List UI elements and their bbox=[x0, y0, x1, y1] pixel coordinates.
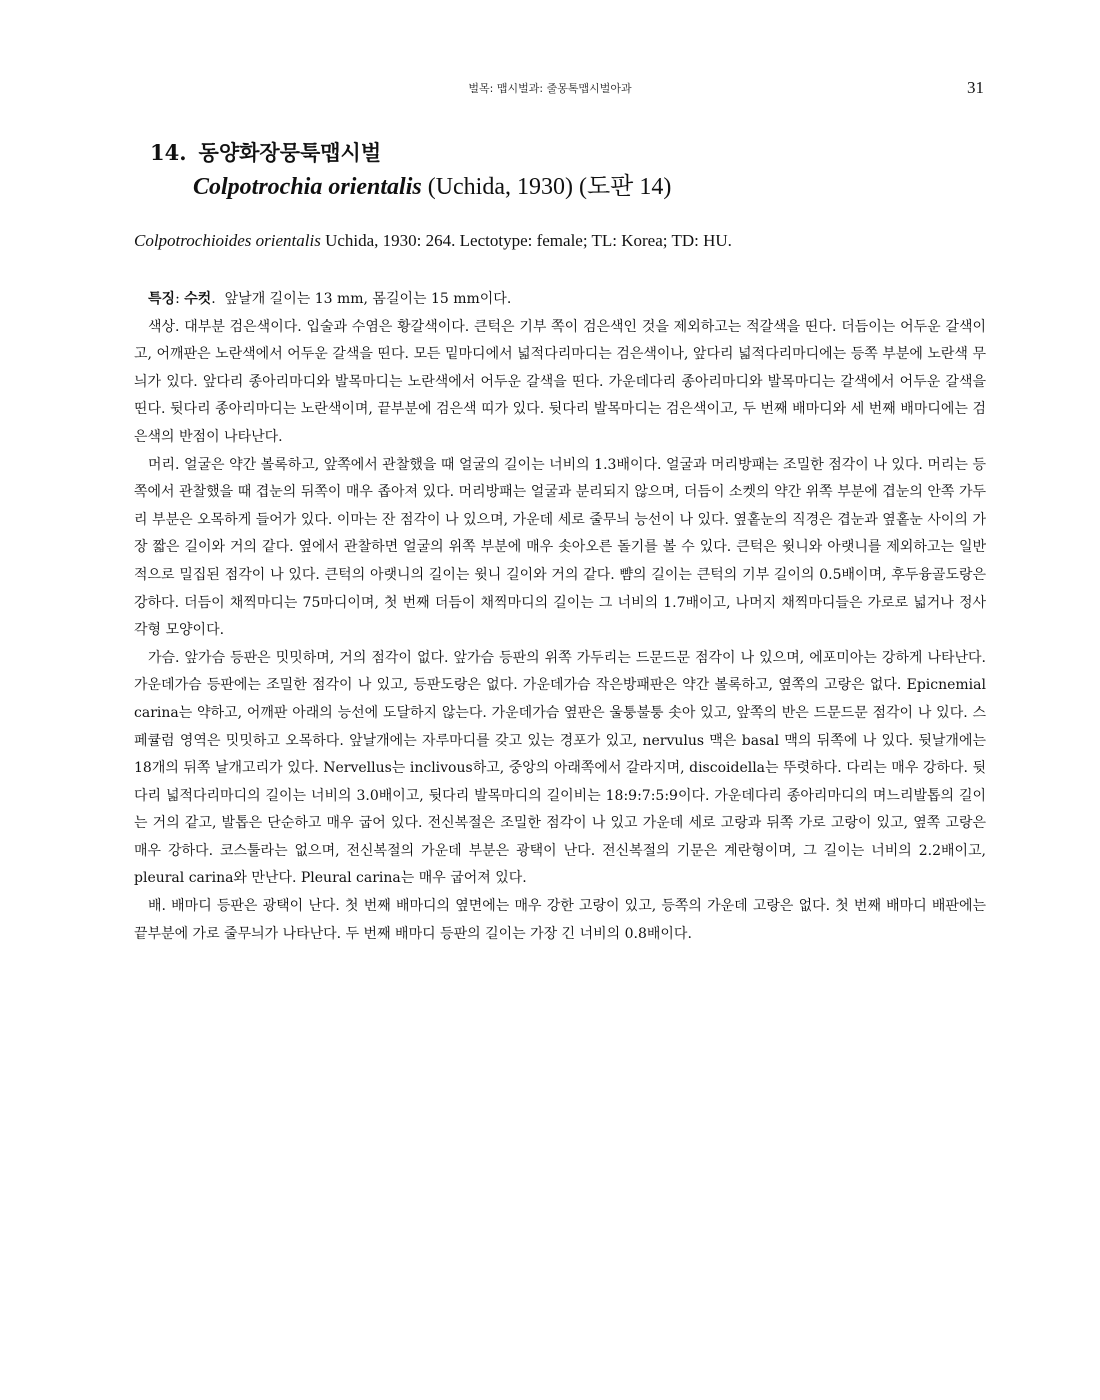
author-year: (Uchida, 1930) bbox=[427, 174, 573, 200]
abdomen-paragraph: 배. 배마디 등판은 광택이 난다. 첫 번째 배마디의 옆면에는 매우 강한 고랑이 있고, 등쪽의 가운데 고랑은 없다. 첫 번째 배마디 배판에는 끝부분에 가로 줄무늬가 나타난다. 두 번째 배마디 등판의 길이는 가장 긴 너비의 0.8배이다. bbox=[134, 898, 986, 942]
korean-name: 동양화장뭉툭맵시벌 bbox=[198, 140, 382, 165]
plate-reference: (도판 14) bbox=[579, 174, 672, 200]
species-heading-korean bbox=[150, 136, 990, 170]
thorax-paragraph: 가슴. 앞가슴 등판은 밋밋하며, 거의 점각이 없다. 앞가슴 등판의 위쪽 가두리는 드문드문 점각이 나 있으며, 에포미아는 강하게 나타난다. 가운데가슴 등판에는 조밀한 점각이 나 있고, 등판도랑은 없다. 가운데가슴 작은방패판은 약간 볼록하고, 옆쪽의 고랑은 없다. Epicnemial carina는 약하고, 어깨판 아래의 능선에 도달하지 않는다. 가운데가슴 옆판은 울퉁불퉁 솟아 있고, 앞쪽의 반은 드문드문 점각이 나 있다. 스페큘럼 영역은 밋밋하고 오목하다. 앞날개에는 자루마디를 갖고 있는 경포가 있고, nervulus 맥은 basal 맥의 뒤쪽에 나 있다. 뒷날개에는 18개의 뒤쪽 날개고리가 있다. Nervellus는 inclivous하고, 중앙의 아래쪽에서 갈라지며, discoidella는 뚜렷하다. 다리는 매우 강하다. 뒷다리 넓적다리마디의 길이는 너비의 3.0배이고, 뒷다리 발목마디의 길이비는 18:9:7:5:9이다. 가운데다리 종아리마디의 며느리발톱의 길이는 거의 같고, 발톱은 단순하고 매우 굽어 있다. 전신복절은 조밀한 점각이 나 있고 가운데 세로 고랑과 뒤쪽 가로 고랑이 있고, 옆쪽 고랑은 매우 강하다. 코스툴라는 없으며, 전신복절의 가운데 부분은 광택이 난다. 전신복절의 기문은 계란형이며, 그 길이는 너비의 2.2배이고, pleural carina와 만난다. Pleural carina는 매우 굽어져 있다. bbox=[134, 649, 986, 887]
species-number: 14. bbox=[150, 140, 187, 165]
sex-label: 수컷 bbox=[184, 291, 212, 307]
synonym-reference: Uchida, 1930: 264. Lectotype: female; TL: Korea; TD: HU. bbox=[325, 231, 732, 250]
species-title bbox=[150, 136, 990, 204]
synonym-name: Colpotrochioides orientalis bbox=[134, 231, 321, 250]
characteristics-paragraph: 특징: 수컷. 앞날개 길이는 13 mm, 몸길이는 15 mm이다. bbox=[148, 291, 512, 307]
characteristics-text: 앞날개 길이는 13 mm, 몸길이는 15 mm이다. bbox=[224, 291, 512, 307]
color-paragraph: 색상. 대부분 검은색이다. 입술과 수염은 황갈색이다. 큰턱은 기부 쪽이 검은색인 것을 제외하고는 적갈색을 띤다. 더듬이는 어두운 갈색이고, 어깨판은 노란색에서 어두운 갈색을 띤다. 모든 밑마디에서 넓적다리마디는 검은색이나, 앞다리 넓적다리마디에는 등쪽 부분에 노란색 무늬가 있다. 앞다리 종아리마디와 발목마디는 노란색에서 어두운 갈색을 띤다. 가운데다리 종아리마디와 발목마디는 갈색에서 어두운 갈색을 띤다. 뒷다리 종아리마디는 노란색이며, 끝부분에 검은색 띠가 있다. 뒷다리 발목마디는 검은색이고, 두 번째 배마디와 세 번째 배마디에는 검은색의 반점이 나타난다. bbox=[134, 318, 986, 445]
head-paragraph: 머리. 얼굴은 약간 볼록하고, 앞쪽에서 관찰했을 때 얼굴의 길이는 너비의 1.3배이다. 얼굴과 머리방패는 조밀한 점각이 나 있다. 머리는 등쪽에서 관찰했을 때 겹눈의 뒤쪽이 매우 좁아져 있다. 머리방패는 얼굴과 분리되지 않으며, 더듬이 소켓의 약간 위쪽 부분에 겹눈의 안쪽 가두리 부분은 오목하게 들어가 있다. 이마는 잔 점각이 나 있으며, 가운데 세로 줄무늬 능선이 나 있다. 옆홑눈의 직경은 겹눈과 옆홑눈 사이의 가장 짧은 길이와 거의 같다. 옆에서 관찰하면 얼굴의 위쪽 부분에 매우 솟아오른 돌기를 볼 수 있다. 큰턱은 윗니와 아랫니를 제외하고는 일반적으로 밀집된 점각이 나 있다. 큰턱의 아랫니의 길이는 윗니 길이와 거의 같다. 뺨의 길이는 큰턱의 기부 길이의 0.5배이며, 후두융골도랑은 강하다. 더듬이 채찍마디는 75마디이며, 첫 번째 더듬이 채찍마디의 길이는 그 너비의 1.7배이고, 나머지 채찍마디들은 가로로 넓거나 정사각형 모양이다. bbox=[134, 456, 986, 639]
page-number: 31 bbox=[967, 78, 984, 97]
species-heading-scientific bbox=[150, 170, 990, 204]
characteristics-label: 특징 bbox=[148, 291, 176, 307]
synonym-citation bbox=[134, 228, 994, 254]
scientific-name: Colpotrochia orientalis bbox=[193, 174, 422, 200]
species-description bbox=[134, 286, 986, 948]
running-head: 벌목: 맵시벌과: 줄몽톡맵시벌아과 bbox=[468, 82, 632, 95]
